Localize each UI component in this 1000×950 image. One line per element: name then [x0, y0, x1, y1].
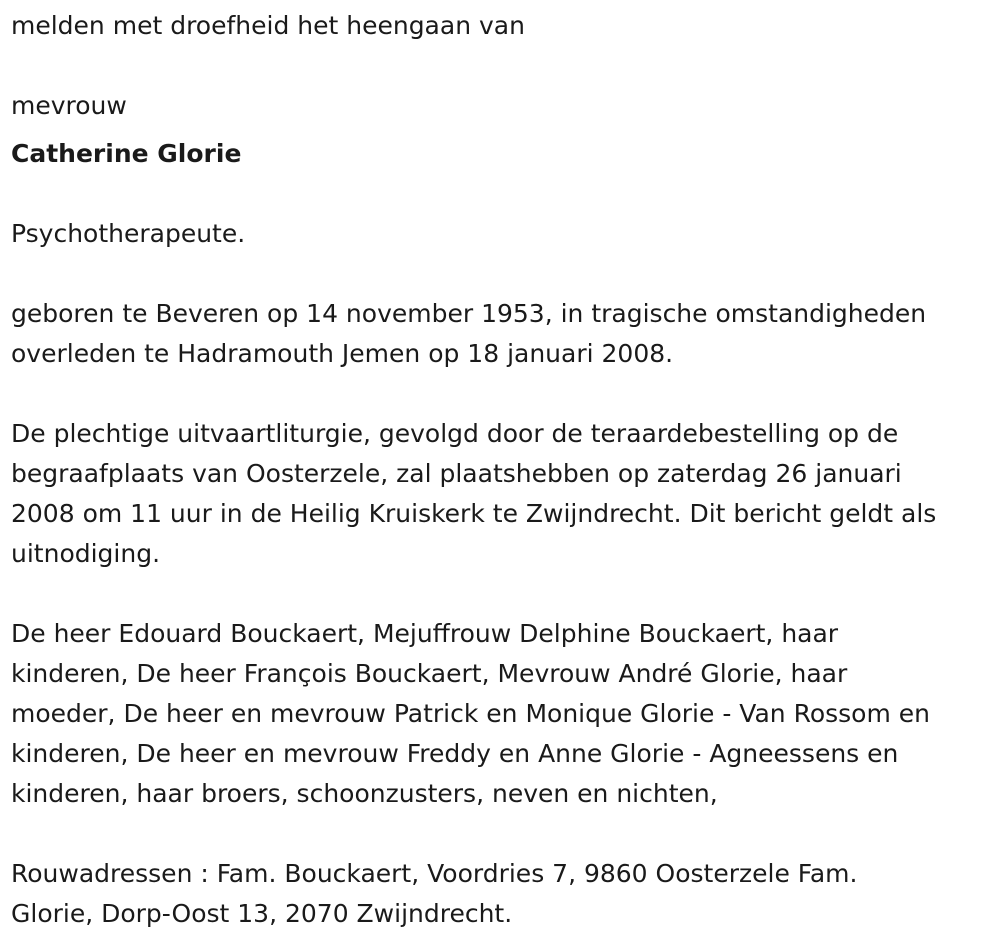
paragraph-line: kinderen, De heer en mevrouw Freddy en Anne Glorie - Agneessens en: [11, 739, 899, 768]
family-paragraph: [11, 614, 991, 814]
birth-death-paragraph: [11, 294, 991, 374]
paragraph-line: overleden te Hadramouth Jemen op 18 januari 2008.: [11, 339, 674, 368]
paragraph-line: moeder, De heer en mevrouw Patrick en Monique Glorie - Van Rossom en: [11, 699, 930, 728]
paragraph-line: kinderen, haar broers, schoonzusters, neven en nichten,: [11, 779, 718, 808]
paragraph-line: De plechtige uitvaartliturgie, gevolgd door de teraardebestelling op de: [11, 419, 899, 448]
profession: Psychotherapeute.: [11, 219, 246, 248]
deceased-name: Catherine Glorie: [11, 139, 242, 168]
paragraph-line: uitnodiging.: [11, 539, 161, 568]
intro-text: melden met droefheid het heengaan van: [11, 11, 525, 40]
honorific: mevrouw: [11, 91, 127, 120]
paragraph-line: kinderen, De heer François Bouckaert, Mevrouw André Glorie, haar: [11, 659, 848, 688]
paragraph-line: geboren te Beveren op 14 november 1953, in tragische omstandigheden: [11, 299, 927, 328]
paragraph-line: begraafplaats van Oosterzele, zal plaatshebben op zaterdag 26 januari: [11, 459, 902, 488]
paragraph-line: De heer Edouard Bouckaert, Mejuffrouw Delphine Bouckaert, haar: [11, 619, 839, 648]
paragraph-line: Glorie, Dorp-Oost 13, 2070 Zwijndrecht.: [11, 899, 513, 928]
ceremony-paragraph: [11, 414, 991, 574]
addresses-paragraph: [11, 854, 991, 934]
paragraph-line: 2008 om 11 uur in de Heilig Kruiskerk te Zwijndrecht. Dit bericht geldt als: [11, 499, 937, 528]
paragraph-line: Rouwadressen : Fam. Bouckaert, Voordries 7, 9860 Oosterzele Fam.: [11, 859, 858, 888]
